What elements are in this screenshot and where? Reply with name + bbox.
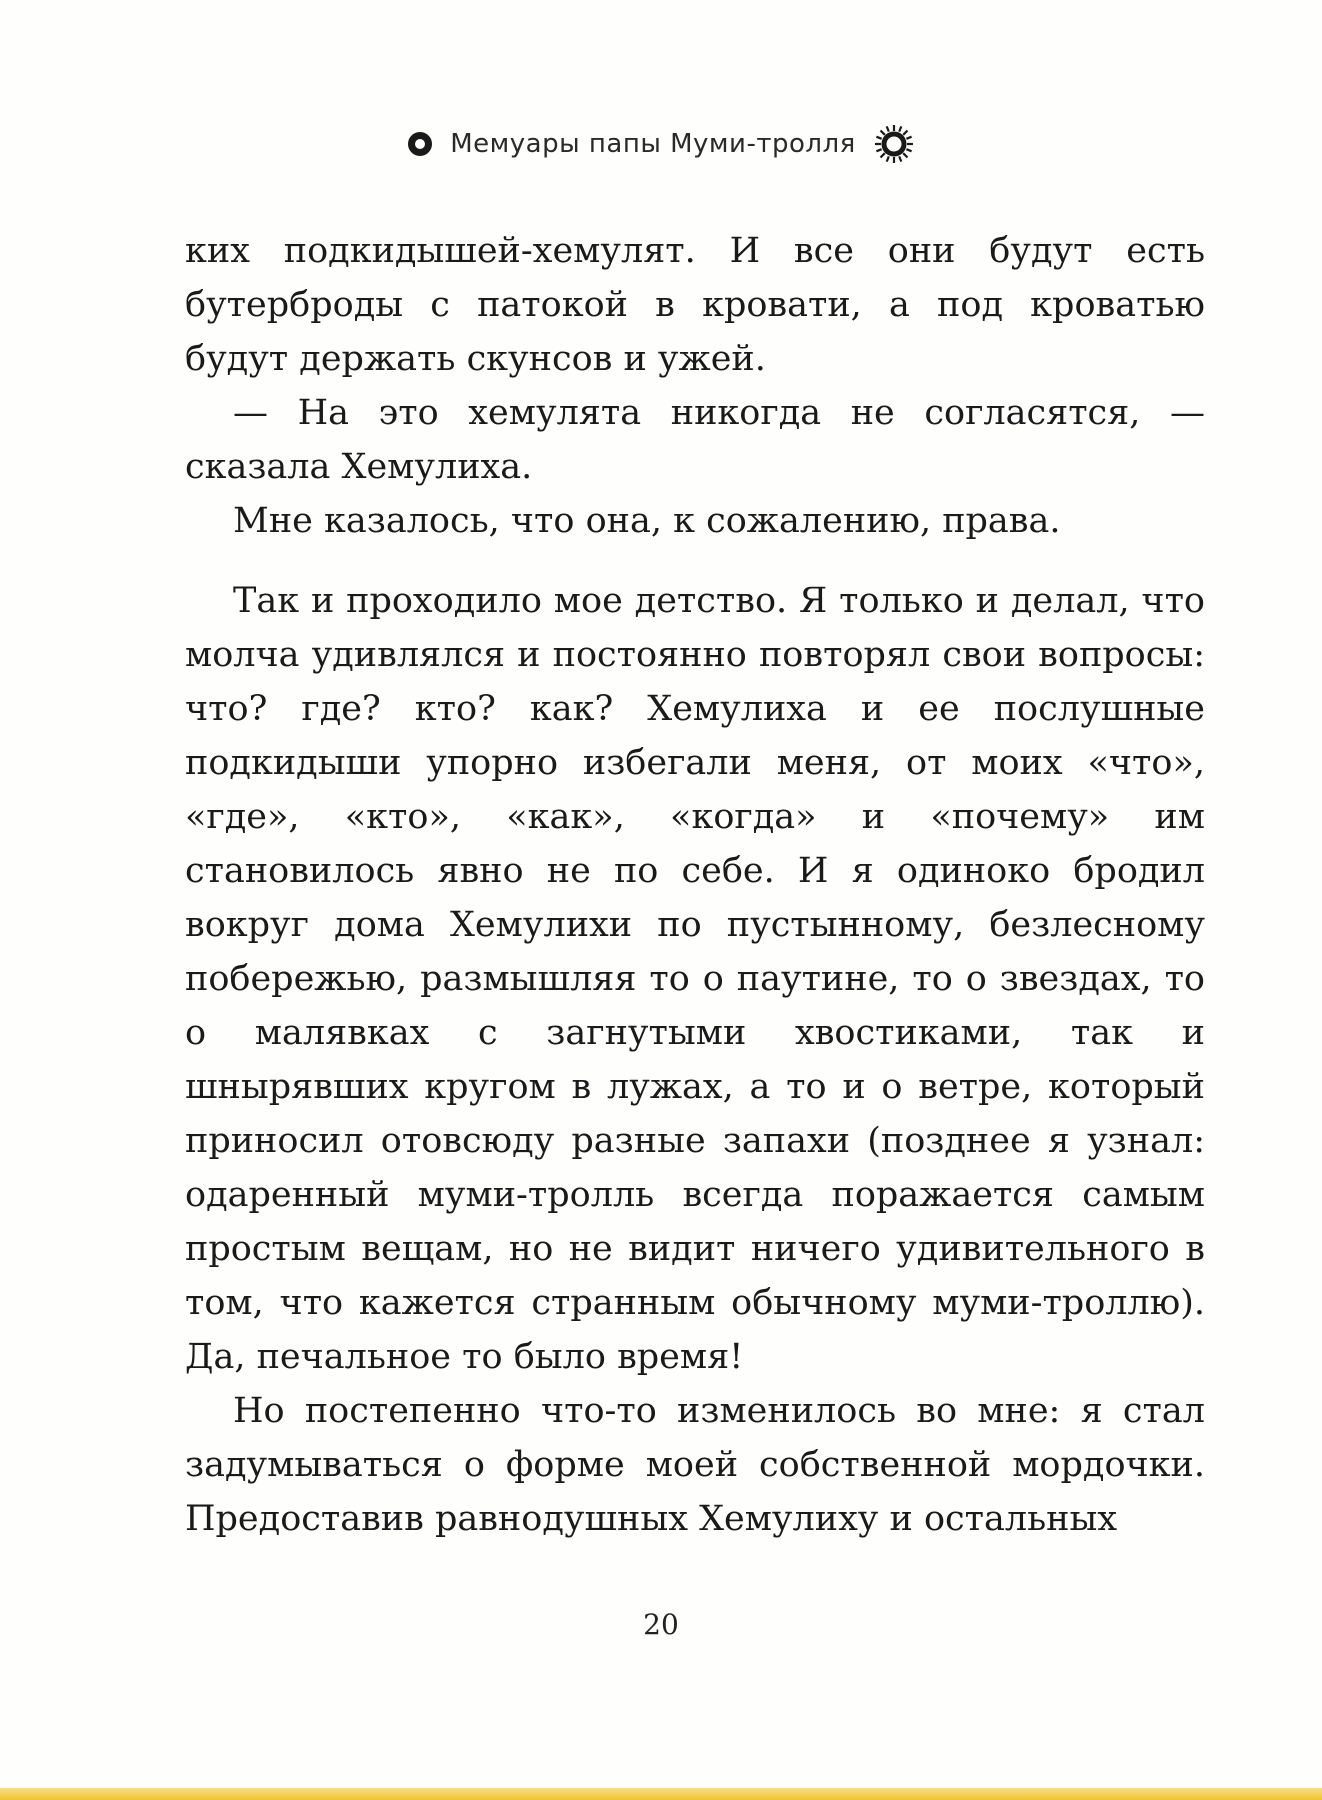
body-text bbox=[185, 224, 1205, 1546]
page-number: 20 bbox=[643, 1608, 679, 1641]
sun-icon bbox=[874, 124, 914, 164]
paragraph: Мне казалось, что она, к сожалению, права. bbox=[233, 501, 1061, 541]
running-title: Мемуары папы Муми-тролля bbox=[450, 129, 856, 159]
paragraph: Но постепенно что-то изменилось во мне: я стал задумываться о форме моей собственной мордочки. Предоставив равнодушных Хемулиху и остальных bbox=[185, 1391, 1205, 1539]
ring-icon bbox=[408, 132, 432, 156]
running-header bbox=[0, 124, 1322, 164]
paragraph: Так и проходило мое детство. Я только и делал, что молча удивлялся и постоянно повторял свои вопросы: что? где? кто? как? Хемулиха и ее послушные подкидыши упорно избегали меня, от моих «что», «где», «кто», «как», «когда» и «почему» им становилось явно не по себе. И я одиноко бродил вокруг дома Хемулихи по пустынному, безлесному побережью, размышляя то о паутине, то о звездах, то о малявках с загнутыми хвостиками, так и шнырявших кругом в лужах, а то и о ветре, который приносил отовсюду разные запахи (позднее я узнал: одаренный муми-тролль всегда поражается самым простым вещам, но не видит ничего удивительного в том, что кажется странным обычному муми-троллю). Да, печальное то было время! bbox=[185, 581, 1205, 1377]
paragraph: — На это хемулята никогда не согласятся, — сказала Хемулиха. bbox=[185, 393, 1205, 487]
paragraph: ких подкидышей-хемулят. И все они будут есть бутерброды с патокой в кровати, а под кроватью будут держать скунсов и ужей. bbox=[185, 231, 1205, 379]
page-edge bbox=[0, 1788, 1322, 1800]
